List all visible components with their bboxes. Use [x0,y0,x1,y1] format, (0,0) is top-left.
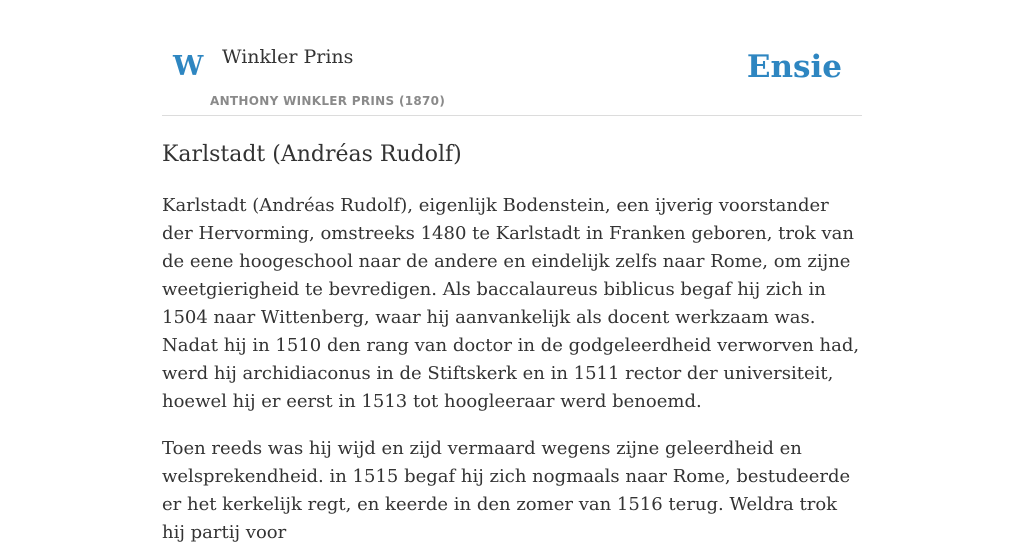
page [162,0,862,547]
brand-logo-link[interactable]: Ensie [746,49,842,85]
article-paragraph: Karlstadt (Andréas Rudolf), eigenlijk Bodenstein, een ijverig voorstander der Hervorming, omstreeks 1480 te Karlstadt in Franken geboren, trok van de eene hoogeschool naar de andere en eindelijk zelfs naar Rome, om zijne weetgierigheid te bevredigen. Als baccalaureus biblicus begaf hij zich in 1504 naar Wittenberg, waar hij aanvankelijk als docent werkzaam was. Nadat hij in 1510 den rang van doctor in de godgeleerdheid verworven had, werd hij archidiaconus in de Stiftskerk en in 1511 rector der universiteit, hoewel hij er eerst in 1513 tot hoogleeraar werd benoemd. [162,194,860,412]
source-author: ANTHONY WINKLER PRINS (1870) [210,94,446,108]
article-title: Karlstadt (Andréas Rudolf) [162,142,462,167]
source-title-link[interactable]: Winkler Prins [222,46,354,68]
article-body [162,192,862,547]
article-paragraph: Toen reeds was hij wijd en zijd vermaard wegens zijne geleerdheid en welsprekendheid. in 1515 begaf hij zich nogmaals naar Rome, bestudeerde er het kerkelijk regt, en keerde in den zomer van 1516 terug. Weldra trok hij partij voor [162,437,851,543]
source-logo-icon[interactable]: W [173,51,204,82]
source-header [162,0,862,116]
